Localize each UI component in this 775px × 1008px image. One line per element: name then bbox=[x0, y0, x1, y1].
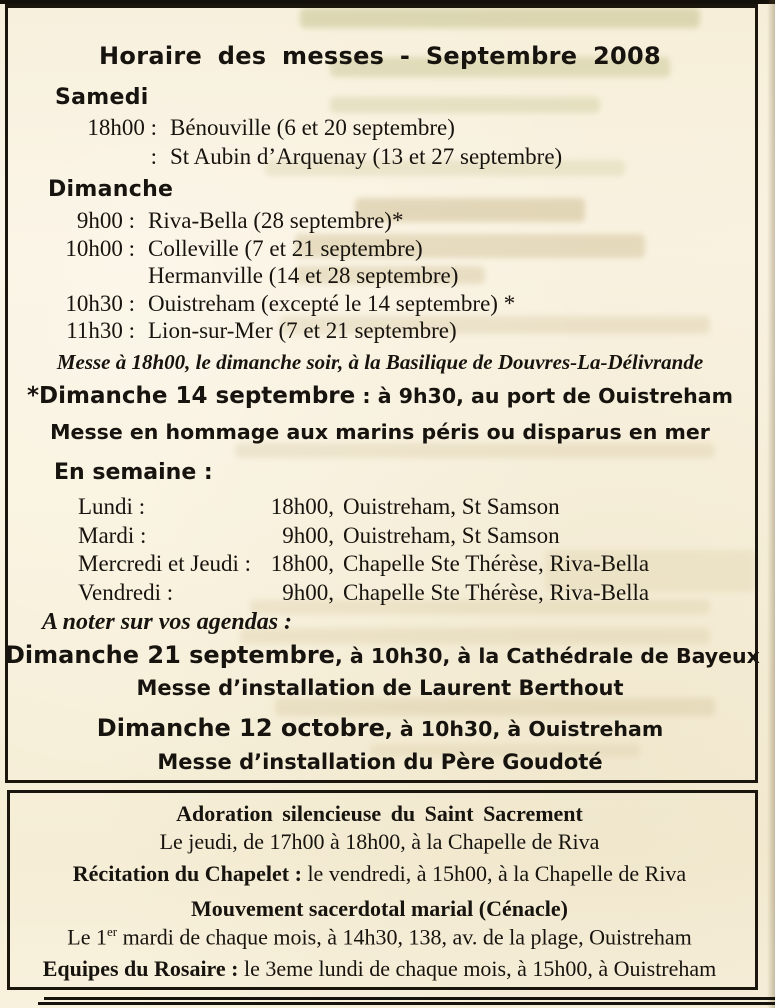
rosaire-label: Equipes du Rosaire : bbox=[42, 956, 239, 981]
cenacle-title: Mouvement sacerdotal marial (Cénacle) bbox=[191, 896, 568, 921]
agenda-event-detail: , à 10h30, à Ouistreham bbox=[384, 717, 664, 741]
chapelet-line bbox=[7, 861, 752, 887]
bottom-double-rule bbox=[44, 997, 775, 1000]
mass-time: 18h00 : bbox=[87, 115, 157, 140]
chapelet-label: Récitation du Chapelet : bbox=[72, 861, 302, 886]
section-semaine-label: En semaine : bbox=[54, 460, 213, 485]
rosaire-detail: le 3eme lundi de chaque mois, à 15h00, à Ouistreham bbox=[238, 956, 717, 981]
section-samedi-label: Samedi bbox=[55, 85, 149, 110]
weekday-place: Ouistreham, St Samson bbox=[343, 494, 560, 519]
weekday-time: 9h00, bbox=[282, 522, 334, 548]
mass-location: Bénouville (6 et 20 septembre) bbox=[170, 115, 455, 140]
mass-time: : bbox=[150, 144, 157, 169]
samedi-rows bbox=[40, 115, 562, 173]
agenda-event-line bbox=[5, 641, 760, 669]
adoration-detail: Le jeudi, de 17h00 à 18h00, à la Chapelle de Riva bbox=[159, 829, 600, 854]
weekday-time: 9h00, bbox=[282, 579, 334, 605]
dimanche-rows bbox=[40, 208, 515, 346]
agenda-event-detail: , à 10h30, à la Cathédrale de Bayeux bbox=[334, 644, 760, 668]
weekday-place: Chapelle Ste Thérèse, Riva-Bella bbox=[343, 579, 650, 605]
mass-location: St Aubin d’Arquenay (13 et 27 septembre) bbox=[170, 144, 563, 169]
weekday-name: Mercredi et Jeudi : bbox=[78, 551, 252, 576]
mass-location: Ouistreham (excepté le 14 septembre) * bbox=[148, 290, 516, 316]
mass-time: 10h30 : bbox=[65, 290, 135, 316]
mass-time bbox=[40, 263, 135, 291]
agenda-event-date: Dimanche 12 octobre bbox=[96, 714, 385, 742]
agenda-event-date: Dimanche 21 septembre bbox=[5, 641, 335, 669]
page-title: Horaire des messes - Septembre 2008 bbox=[99, 42, 661, 70]
sunday-evening-note: Messe à 18h00, le dimanche soir, à la Basilique de Douvres-La-Délivrande bbox=[56, 350, 704, 374]
weekday-rows bbox=[78, 494, 649, 608]
mass-location: Colleville (7 et 21 septembre) bbox=[148, 235, 423, 261]
mass-location: Riva-Bella (28 septembre)* bbox=[148, 208, 404, 233]
chapelet-detail: le vendredi, à 15h00, à la Chapelle de Riva bbox=[301, 861, 687, 886]
section-dimanche-label: Dimanche bbox=[48, 177, 174, 202]
weekday-place: Chapelle Ste Thérèse, Riva-Bella bbox=[343, 551, 650, 576]
agenda-event-subtitle: Messe d’installation de Laurent Berthout bbox=[136, 676, 624, 700]
bottom-double-rule bbox=[38, 1002, 775, 1005]
rosaire-line bbox=[7, 956, 752, 982]
special-event-heading: *Dimanche 14 septembre bbox=[27, 383, 356, 409]
special-event-line bbox=[5, 383, 755, 409]
cenacle-detail-post: mardi de chaque mois, à 14h30, 138, av. de la plage, Ouistreham bbox=[117, 924, 692, 950]
weekday-time: 18h00, bbox=[270, 494, 334, 519]
weekday-name: Mardi : bbox=[78, 522, 147, 548]
adoration-title: Adoration silencieuse du Saint Sacrement bbox=[176, 801, 583, 826]
weekday-time: 18h00, bbox=[270, 551, 334, 576]
mass-location: Lion-sur-Mer (7 et 21 septembre) bbox=[148, 318, 457, 343]
weekday-name: Lundi : bbox=[78, 494, 146, 519]
cenacle-detail-sup: er bbox=[106, 924, 118, 939]
paper-right-edge bbox=[767, 0, 775, 1008]
agenda-event-line bbox=[5, 714, 755, 742]
mass-location: Hermanville (14 et 28 septembre) bbox=[148, 263, 459, 288]
mass-time: 11h30 : bbox=[66, 318, 135, 343]
agenda-event-subtitle: Messe d’installation du Père Goudoté bbox=[157, 750, 603, 774]
special-event-detail: : à 9h30, au port de Ouistreham bbox=[355, 384, 733, 408]
mass-time: 10h00 : bbox=[65, 235, 135, 261]
weekday-place: Ouistreham, St Samson bbox=[343, 522, 560, 548]
special-event-subtitle: Messe en hommage aux marins péris ou disparus en mer bbox=[50, 420, 710, 444]
cenacle-detail bbox=[7, 924, 752, 950]
mass-time: 9h00 : bbox=[76, 208, 135, 233]
cenacle-detail-pre: Le 1 bbox=[67, 924, 107, 950]
weekday-name: Vendredi : bbox=[78, 579, 174, 605]
agenda-heading: A noter sur vos agendas : bbox=[42, 609, 293, 635]
